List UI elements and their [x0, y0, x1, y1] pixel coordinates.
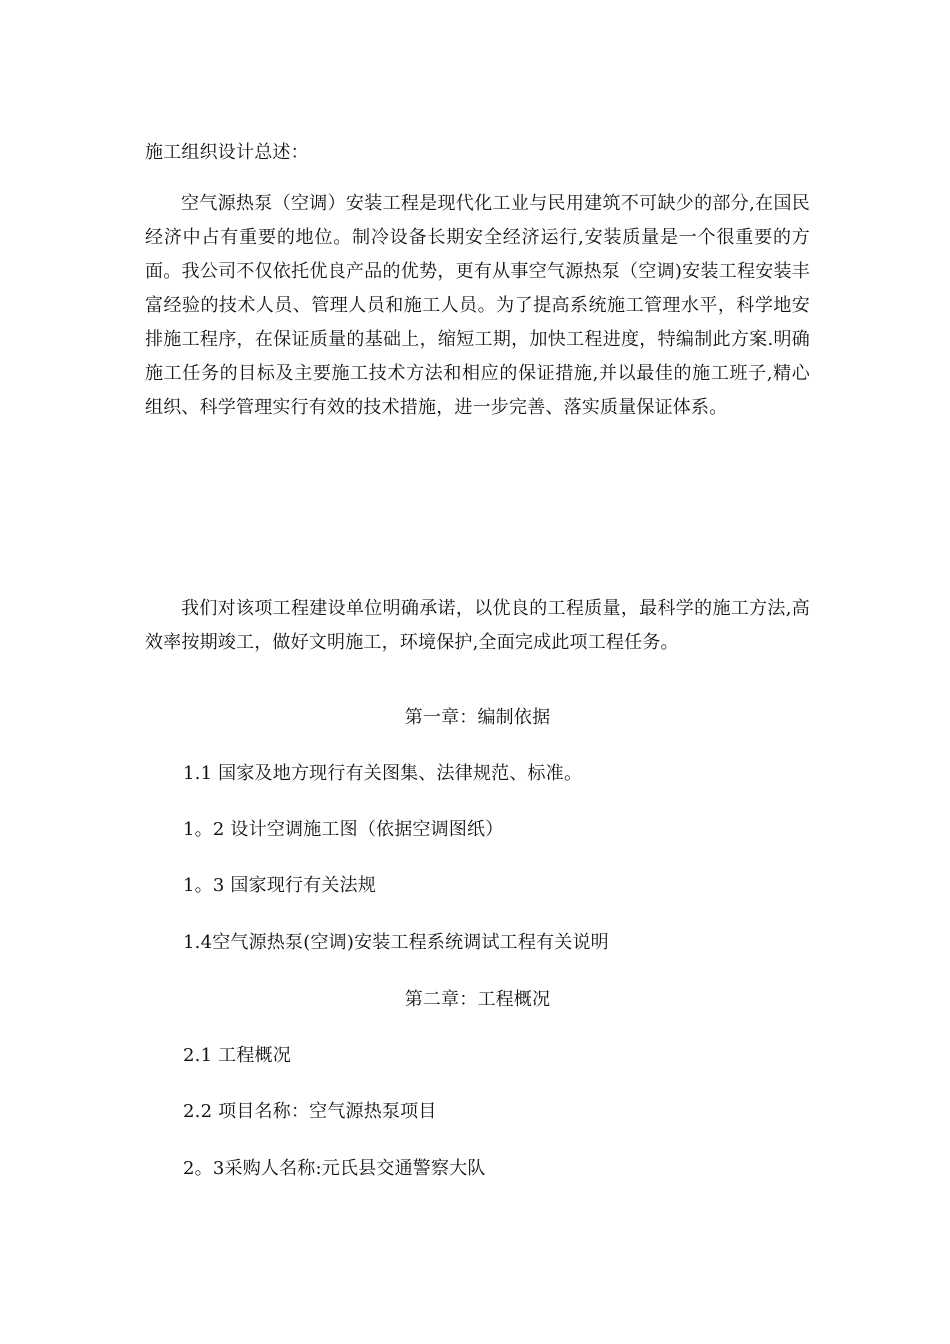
chapter-2-item: 2。3采购人名称:元氏县交通警察大队: [183, 1158, 486, 1179]
chapter-1-title: 第一章：编制依据: [404, 707, 551, 728]
chapter-1-item: 1。3 国家现行有关法规: [183, 875, 377, 896]
chapter-1-item: 1.1 国家及地方现行有关图集、法律规范、标准。: [183, 763, 583, 784]
chapter-2-item: 2.1 工程概况: [183, 1045, 291, 1066]
chapter-1-item: 1.4空气源热泵(空调)安装工程系统调试工程有关说明: [183, 932, 609, 953]
section-heading: 施工组织设计总述：: [145, 142, 309, 163]
chapter-2-title: 第二章：工程概况: [404, 989, 551, 1010]
chapter-2-item: 2.2 项目名称：空气源热泵项目: [183, 1101, 437, 1122]
commitment-paragraph: 我们对该项工程建设单位明确承诺，以优良的工程质量，最科学的施工方法,高效率按期竣工，做好文明施工，环境保护,全面完成此项工程任务。: [145, 598, 810, 653]
chapter-1-item: 1。2 设计空调施工图（依据空调图纸）: [183, 819, 504, 840]
intro-paragraph: 空气源热泵（空调）安装工程是现代化工业与民用建筑不可缺少的部分,在国民经济中占有重要的地位。制冷设备长期安全经济运行,安装质量是一个很重要的方面。我公司不仅依托优良产品的优势，更有从事空气源热泵（空调)安装工程安装丰富经验的技术人员、管理人员和施工人员。为了提高系统施工管理水平，科学地安排施工程序，在保证质量的基础上，缩短工期，加快工程进度，特编制此方案.明确施工任务的目标及主要施工技术方法和相应的保证措施,并以最佳的施工班子,精心组织、科学管理实行有效的技术措施，进一步完善、落实质量保证体系。: [145, 193, 810, 418]
